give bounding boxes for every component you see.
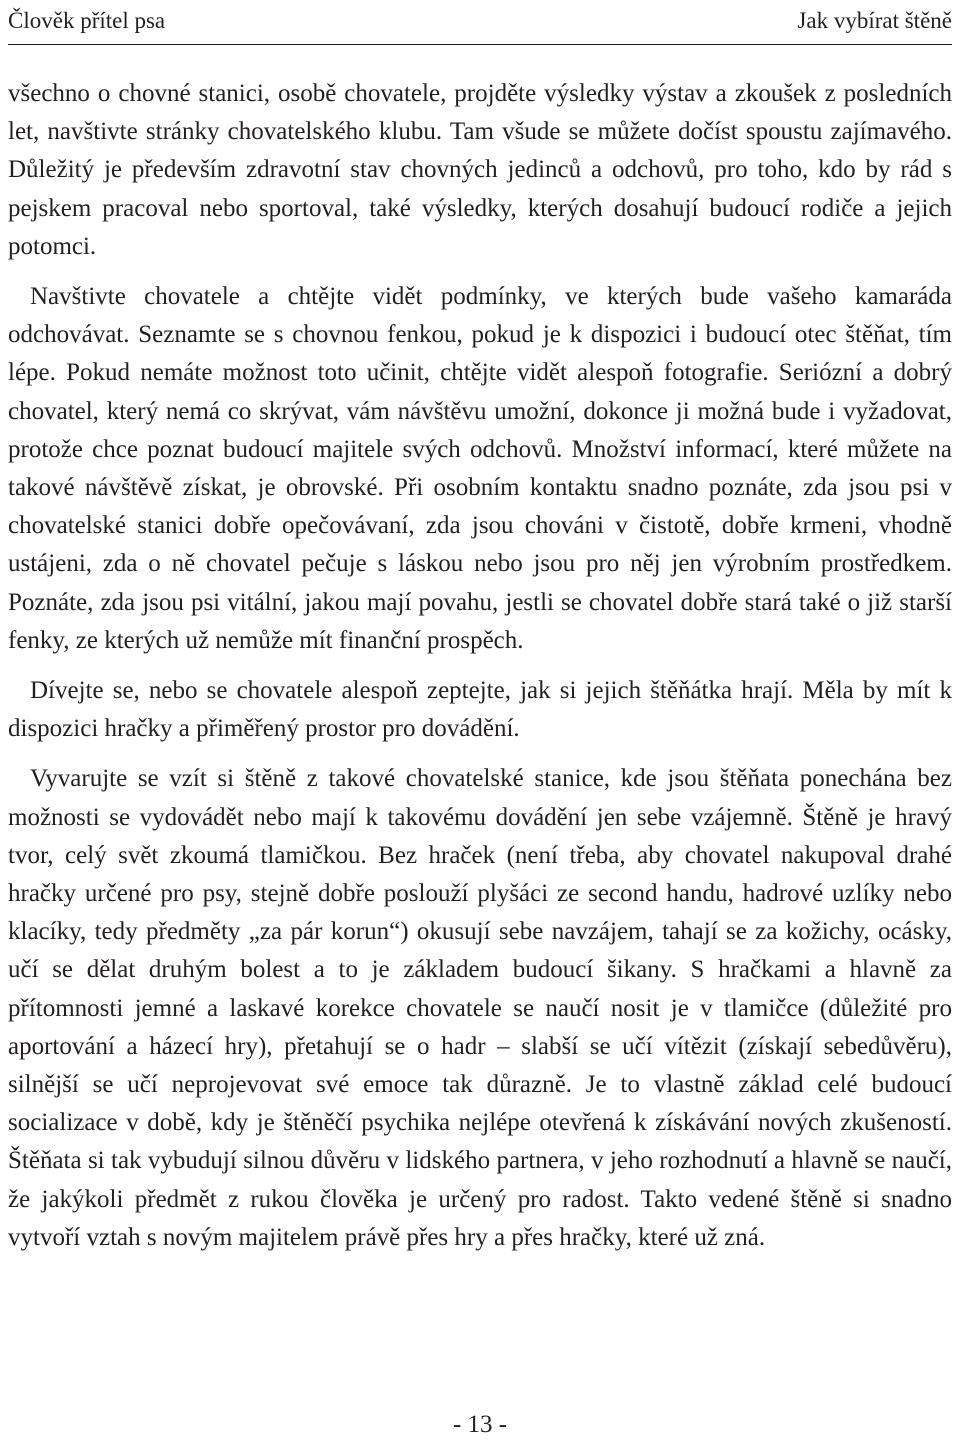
paragraph: všechno o chovné stanici, osobě chovatele, projděte výsledky výstav a zkoušek z posledních let, navštivte stránky chovatelského klubu. Tam všude se můžete dočíst spoustu zajímavého. Důležitý je především zdravotní stav chovných jedinců a odchovů, pro toho, kdo by rád s pejskem pracoval nebo sportoval, také výsledky, kterých dosahují budoucí rodiče a jejich potomci. <box>8 80 952 260</box>
running-header <box>8 4 952 45</box>
page-footer <box>0 1410 960 1440</box>
paragraph: Dívejte se, nebo se chovatele alespoň zeptejte, jak si jejich štěňátka hrají. Měla by mít k dispozici hračky a přiměřený prostor pro dovádění. <box>8 677 952 743</box>
page-number: - 13 - <box>452 1411 508 1438</box>
book-title: Člověk přítel psa <box>8 8 166 33</box>
chapter-title: Jak vybírat štěně <box>797 8 952 33</box>
paragraph: Navštivte chovatele a chtějte vidět podmínky, ve kterých bude vašeho kamaráda odchovávat. Seznamte se s chovnou fenkou, pokud je k dispozici i budoucí otec štěňat, tím lépe. Pokud nemáte možnost toto učinit, chtějte vidět alespoň fotografie. Seriózní a dobrý chovatel, který nemá co skrývat, vám návštěvu umožní, dokonce ji možná bude i vyžadovat, protože chce poznat budoucí majitele svých odchovů. Množství informací, které můžete na takové návštěvě získat, je obrovské. Při osobním kontaktu snadno poznáte, zda jsou psi v chovatelské stanici dobře opečovávaní, zda jsou chováni v čistotě, dobře krmeni, vhodně ustájeni, zda o ně chovatel pečuje s láskou nebo jsou pro něj jen výrobním prostředkem. Poznáte, zda jsou psi vitální, jakou mají povahu, jestli se chovatel dobře stará také o již starší fenky, ze kterých už nemůže mít finanční prospěch. <box>8 283 952 654</box>
paragraph: Vyvarujte se vzít si štěně z takové chovatelské stanice, kde jsou štěňata ponechána bez možnosti se vydovádět nebo mají k takovému dovádění jen sebe vzájemně. Štěně je hravý tvor, celý svět zkoumá tlamičkou. Bez hraček (není třeba, aby chovatel nakupoval drahé hračky určené pro psy, stejně dobře poslouží plyšáci ze second handu, hadrové uzlíky nebo klacíky, tedy předměty „za pár korun“) okusují sebe navzájem, tahají se za kožichy, ocásky, učí se dělat druhým bolest a to je základem budoucí šikany. S hračkami a hlavně za přítomnosti jemné a laskavé korekce chovatele se naučí nosit je v tlamičce (důležité pro aportování a házecí hry), přetahují se o hadr – slabší se učí vítězit (získají sebedůvěru), silnější se učí neprojevovat své emoce tak důrazně. Je to vlastně základ celé budoucí socializace v době, kdy je štěněčí psychika nejlépe otevřená k získávání nových zkušeností. Štěňata si tak vybudují silnou důvěru v lidského partnera, v jeho rozhodnutí a hlavně se naučí, že jakýkoli předmět z rukou člověka je určený pro radost. Takto vedené štěně si snadno vytvoří vztah s novým majitelem právě přes hry a přes hračky, které už zná. <box>8 765 952 1251</box>
page-body <box>8 75 952 1257</box>
